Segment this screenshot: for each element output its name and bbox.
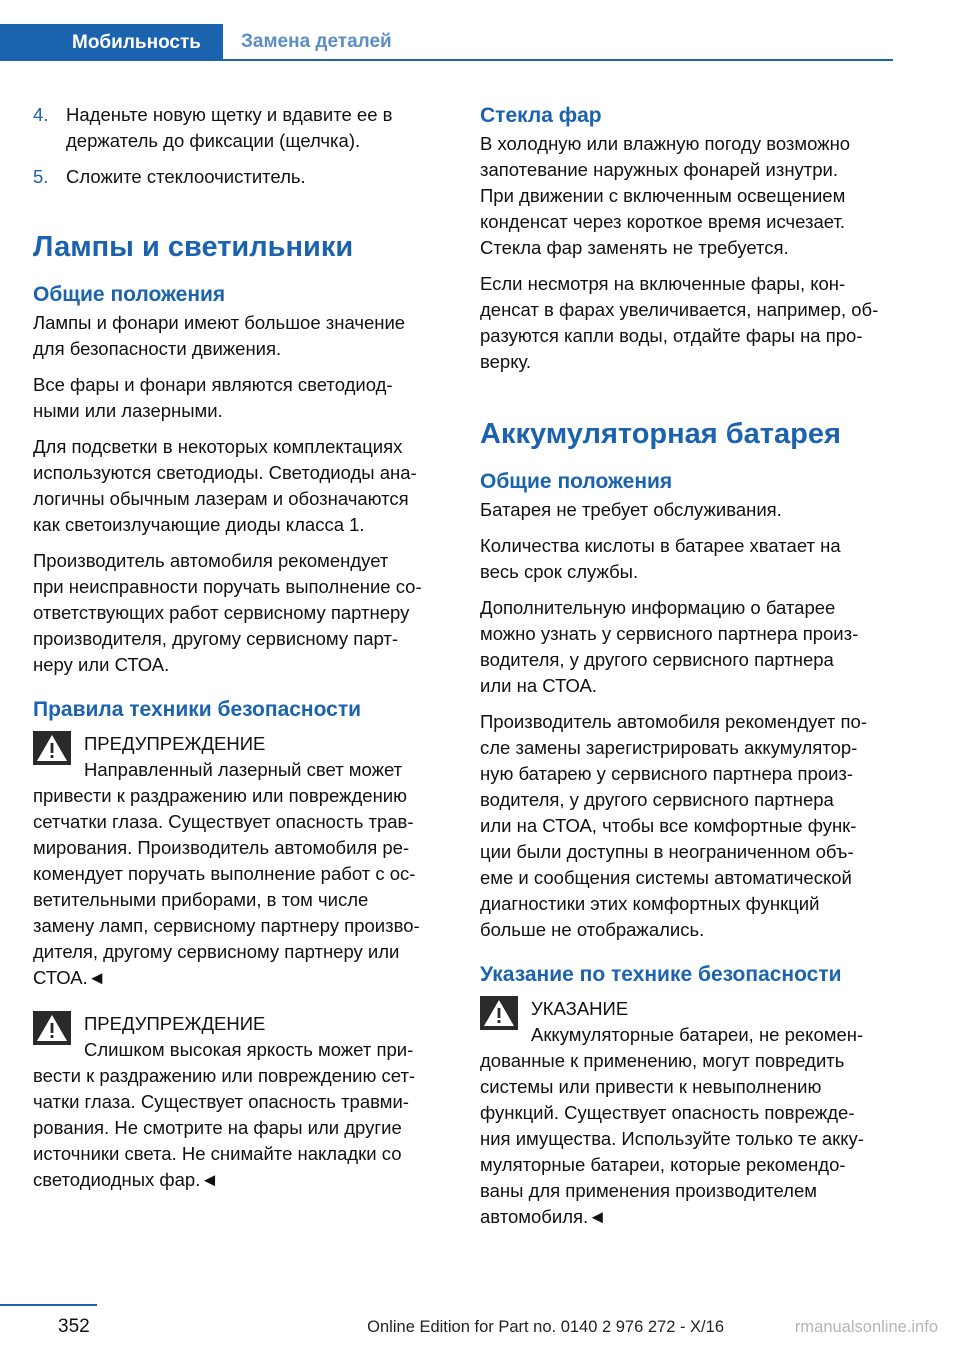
- notice-text: [480, 1048, 894, 1230]
- heading-safety-rules: Правила техники безопасности: [33, 698, 362, 721]
- warning-first-line: Слишком высокая яркость может при‐: [84, 1039, 414, 1060]
- text-line: муляторные батареи, которые рекомендо‐: [480, 1154, 846, 1175]
- right-column: [480, 102, 894, 1240]
- text-line: автомобиля.◄: [480, 1206, 607, 1227]
- warning-first-line: Направленный лазерный свет может: [84, 759, 403, 780]
- text-line: при неисправности поручать выполнение со‐: [33, 576, 422, 597]
- paragraph: [480, 595, 894, 699]
- text-line: привести к раздражению или повреждению: [33, 785, 408, 806]
- text-line: можно узнать у сервисного партнера произ‐: [480, 623, 859, 644]
- text-line: производителя, другому сервисному парт‐: [33, 628, 399, 649]
- left-column: [33, 102, 447, 1203]
- text-line: весь срок службы.: [480, 561, 639, 582]
- paragraph: [480, 709, 894, 943]
- list-text-line: Сложите стеклоочиститель.: [66, 166, 306, 187]
- heading-headlight-glass: Стекла фар: [480, 104, 602, 127]
- heading-general-battery: Общие положения: [480, 470, 673, 493]
- list-item: [33, 164, 447, 190]
- paragraph: [480, 131, 894, 261]
- list-number: 5.: [33, 166, 49, 187]
- text-line: светодиодных фар.◄: [33, 1169, 219, 1190]
- text-line: ветительными приборами, в том числе: [33, 889, 369, 910]
- warning-text: [33, 783, 447, 991]
- paragraph: [480, 533, 894, 585]
- text-line: или на СТОА, чтобы все комфортные функ‐: [480, 815, 857, 836]
- text-line: вести к раздражению или повреждению сет‐: [33, 1065, 416, 1086]
- text-line: мирования. Производитель автомобиля ре‐: [33, 837, 410, 858]
- section-title-battery: Аккумуляторная батарея: [480, 418, 841, 450]
- text-line: ваны для применения производителем: [480, 1180, 817, 1201]
- text-line: сле замены зарегистрировать аккумулятор‐: [480, 737, 858, 758]
- text-line: ответствующих работ сервисному партнеру: [33, 602, 410, 623]
- text-line: ции были доступны в неограниченном объ‐: [480, 841, 854, 862]
- list-number: 4.: [33, 104, 49, 125]
- paragraph: [33, 310, 447, 362]
- text-line: Производитель автомобиля рекомендует: [33, 550, 389, 571]
- text-line: Производитель автомобиля рекомендует по‐: [480, 711, 867, 732]
- text-line: источники света. Не снимайте накладки со: [33, 1143, 402, 1164]
- text-line: водителя, у другого сервисного партнера: [480, 649, 834, 670]
- header-tab-mobility[interactable]: Мобильность: [0, 24, 223, 61]
- section-title-lamps: Лампы и светильники: [33, 231, 354, 263]
- text-line: Для подсветки в некоторых комплектациях: [33, 436, 403, 457]
- paragraph: [33, 372, 447, 424]
- text-line: Все фары и фонари являются светодиод‐: [33, 374, 393, 395]
- text-line: запотевание наружных фонарей изнутри.: [480, 159, 839, 180]
- text-line: Лампы и фонари имеют большое значение: [33, 312, 406, 333]
- warning-triangle-icon: [33, 1011, 71, 1045]
- paragraph: [33, 434, 447, 538]
- paragraph: [33, 548, 447, 678]
- text-line: дованные к применению, могут повредить: [480, 1050, 845, 1071]
- text-line: рования. Не смотрите на фары или другие: [33, 1117, 402, 1138]
- list-text-line: держатель до фиксации (щелчка).: [66, 130, 361, 151]
- text-line: больше не отображались.: [480, 919, 705, 940]
- text-line: еме и сообщения системы автоматической: [480, 867, 852, 888]
- text-line: Количества кислоты в батарее хватает на: [480, 535, 841, 556]
- text-line: неру или СТОА.: [33, 654, 170, 675]
- text-line: ния имущества. Используйте только те акку‐: [480, 1128, 864, 1149]
- text-line: системы или привести к невыполнению: [480, 1076, 822, 1097]
- warning-block: [33, 1011, 447, 1193]
- notice-label: УКАЗАНИЕ: [531, 998, 629, 1019]
- text-line: Батарея не требует обслуживания.: [480, 499, 782, 520]
- text-line: При движении с включенным освещением: [480, 185, 846, 206]
- text-line: сетчатки глаза. Существует опасность трав‐: [33, 811, 414, 832]
- text-line: Дополнительную информацию о батарее: [480, 597, 836, 618]
- text-line: чатки глаза. Существует опасность травми‐: [33, 1091, 409, 1112]
- list-item: [33, 102, 447, 154]
- text-line: используются светодиоды. Светодиоды ана‐: [33, 462, 417, 483]
- edition-text: Online Edition for Part no. 0140 2 976 272 - X/16: [367, 1318, 724, 1336]
- text-line: Стекла фар заменять не требуется.: [480, 237, 789, 258]
- header-tab-parts-replacement[interactable]: Замена деталей: [223, 24, 893, 61]
- warning-label: ПРЕДУПРЕЖДЕНИЕ: [84, 1013, 266, 1034]
- warning-label: ПРЕДУПРЕЖДЕНИЕ: [84, 733, 266, 754]
- text-line: разуются капли воды, отдайте фары на про‐: [480, 325, 863, 346]
- text-line: для безопасности движения.: [33, 338, 282, 359]
- list-text-line: Наденьте новую щетку и вдавите ее в: [66, 104, 393, 125]
- text-line: комендует поручать выполнение работ с ос‐: [33, 863, 416, 884]
- heading-safety-notice: Указание по технике безопасности: [480, 963, 842, 986]
- text-line: водителя, у другого сервисного партнера: [480, 789, 834, 810]
- watermark-site: rmanualsonline.info: [794, 1318, 938, 1336]
- text-line: Если несмотря на включенные фары, кон‐: [480, 273, 846, 294]
- warning-block: [33, 731, 447, 991]
- text-line: верку.: [480, 351, 532, 372]
- text-line: ными или лазерными.: [33, 400, 223, 421]
- text-line: В холодную или влажную погоду возможно: [480, 133, 851, 154]
- text-line: денсат в фарах увеличивается, например, об‐: [480, 299, 879, 320]
- text-line: или на СТОА.: [480, 675, 597, 696]
- text-line: диагностики этих комфортных функций: [480, 893, 820, 914]
- heading-general-lamps: Общие положения: [33, 283, 226, 306]
- header-bar: [0, 24, 893, 61]
- notice-first-line: Аккумуляторные батареи, не рекомен‐: [531, 1024, 864, 1045]
- text-line: логичны обычным лазерам и обозначаются: [33, 488, 409, 509]
- text-line: СТОА.◄: [33, 967, 106, 988]
- text-line: замену ламп, сервисному партнеру произво‐: [33, 915, 420, 936]
- text-line: как светоизлучающие диоды класса 1.: [33, 514, 365, 535]
- notice-block: [480, 996, 894, 1230]
- page-number: 352: [58, 1316, 90, 1337]
- text-line: конденсат через короткое время исчезает.: [480, 211, 846, 232]
- warning-triangle-icon: [33, 731, 71, 765]
- paragraph: [480, 271, 894, 375]
- paragraph: [480, 497, 894, 523]
- footer-rule: [0, 1304, 97, 1306]
- text-line: функций. Существует опасность поврежде‐: [480, 1102, 855, 1123]
- warning-text: [33, 1063, 447, 1193]
- warning-triangle-icon: [480, 996, 518, 1030]
- text-line: дителя, другому сервисному партнеру или: [33, 941, 400, 962]
- text-line: ную батарею у сервисного партнера произ‐: [480, 763, 854, 784]
